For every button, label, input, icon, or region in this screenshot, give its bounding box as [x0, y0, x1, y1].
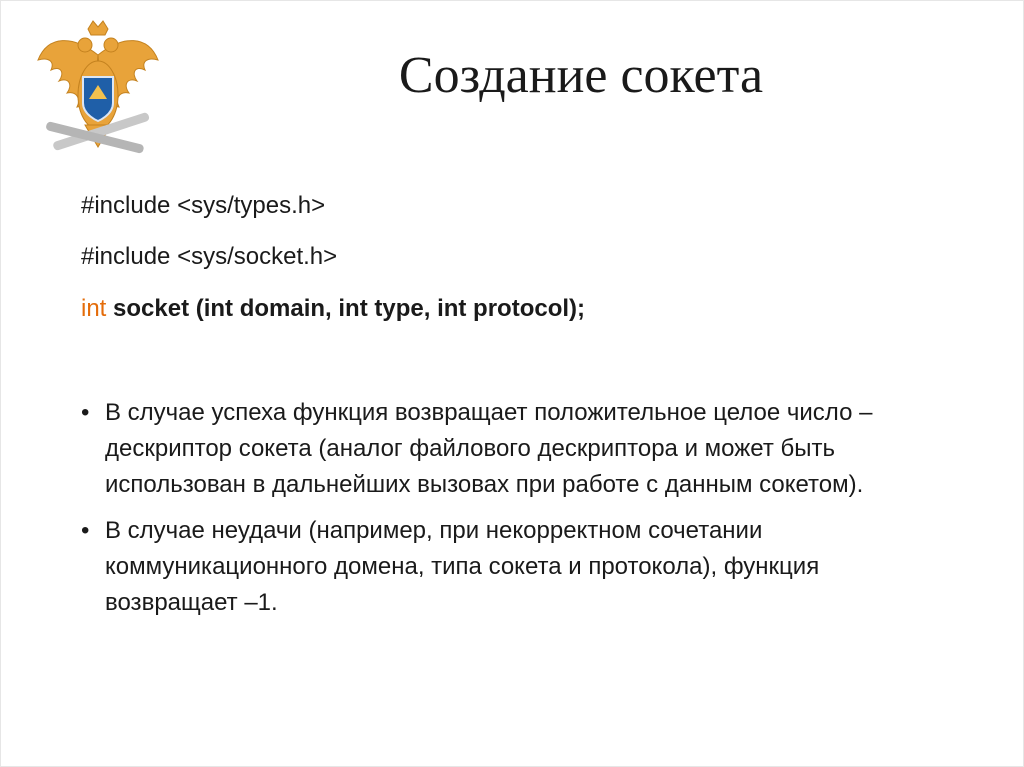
socket-signature-line	[81, 294, 585, 324]
bullet-item-failure	[81, 513, 931, 621]
bullet-marker: •	[81, 399, 90, 426]
emblem-icon	[33, 15, 163, 165]
include-types-line: #include <sys/types.h>	[81, 192, 326, 219]
return-type-keyword: int	[81, 295, 107, 322]
slide-title: Создание сокета	[398, 47, 764, 104]
bullet-marker: •	[81, 517, 90, 544]
include-socket-line: #include <sys/socket.h>	[81, 243, 338, 270]
bullet-text: В случае успеха функция возвращает положительное целое число – дескриптор сокета (аналог файлового дескриптора и может быть использован в дальнейших вызовах при работе с данным сокетом).	[105, 399, 873, 498]
bullet-list	[81, 395, 931, 631]
socket-signature-rest: socket (int domain, int type, int protocol);	[106, 295, 586, 322]
bullet-item-success	[81, 395, 931, 503]
bullet-text: В случае неудачи (например, при некорректном сочетании коммуникационного домена, типа сокета и протокола), функция возвращает –1.	[105, 517, 820, 616]
